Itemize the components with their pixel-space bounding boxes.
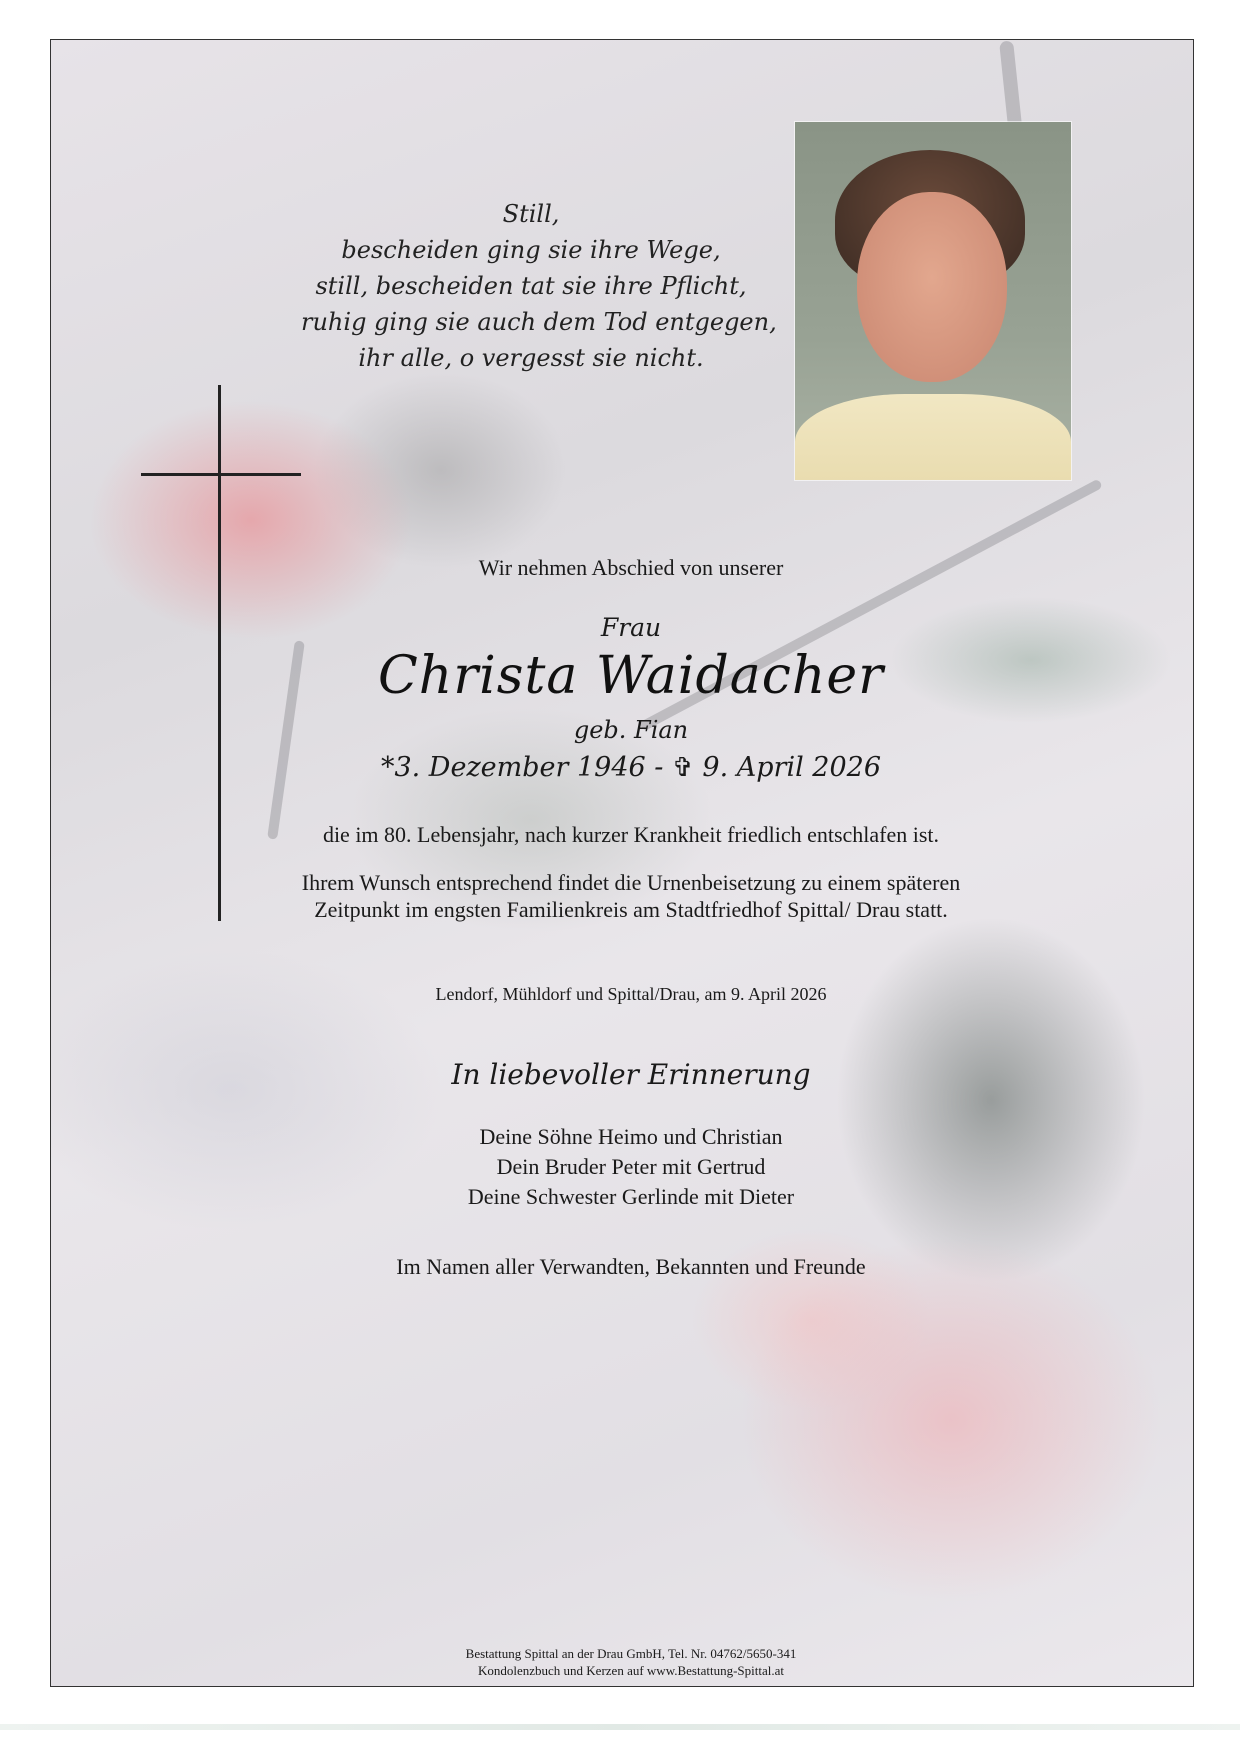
intro-text: Wir nehmen Abschied von unserer	[478, 555, 784, 580]
death-cross-icon: ✞	[672, 753, 694, 783]
ceremony-line: Zeitpunkt im engsten Familienkreis am Stadtfriedhof Spittal/ Drau statt.	[314, 897, 948, 922]
salutation: Frau	[600, 613, 662, 642]
closing-text: Im Namen aller Verwandten, Bekannten und Freunde	[396, 1254, 866, 1279]
poem	[301, 196, 777, 376]
mourner-line: Deine Schwester Gerlinde mit Dieter	[467, 1184, 795, 1209]
ceremony-line: Ihrem Wunsch entsprechend findet die Urnenbeisetzung zu einem späteren	[301, 870, 961, 895]
birth-date: *3. Dezember 1946 -	[380, 752, 664, 783]
death-date: 9. April 2026	[702, 752, 882, 783]
portrait-photo	[795, 122, 1071, 480]
photo-face	[857, 192, 1007, 382]
deceased-name: Christa Waidacher	[378, 646, 884, 706]
bottom-edge-strip	[0, 1724, 1240, 1730]
memory-heading: In liebevoller Erinnerung	[451, 1058, 811, 1091]
mourner-line: Dein Bruder Peter mit Gertrud	[496, 1154, 766, 1179]
passing-text: die im 80. Lebensjahr, nach kurzer Krankheit friedlich entschlafen ist.	[322, 822, 940, 847]
photo-blouse	[795, 394, 1071, 480]
place-and-date: Lendorf, Mühldorf und Spittal/Drau, am 9. April 2026	[435, 984, 827, 1004]
mourners-list	[131, 1122, 1131, 1212]
poem-line: ruhig ging sie auch dem Tod entgegen,	[301, 308, 777, 336]
poem-line: bescheiden ging sie ihre Wege,	[341, 236, 721, 264]
ceremony-text	[131, 869, 1131, 923]
birth-name: geb. Fian	[573, 716, 689, 744]
obituary-card	[50, 39, 1194, 1687]
cross-symbol-horizontal	[141, 473, 301, 476]
footer-company: Bestattung Spittal an der Drau GmbH, Tel. Nr. 04762/5650-341	[465, 1646, 797, 1661]
footer	[131, 1645, 1131, 1679]
footer-website: Kondolenzbuch und Kerzen auf www.Bestattung-Spittal.at	[477, 1663, 785, 1678]
poem-line: ihr alle, o vergesst sie nicht.	[358, 344, 704, 372]
life-dates	[131, 752, 1131, 783]
poem-line: Still,	[502, 200, 560, 228]
mourner-line: Deine Söhne Heimo und Christian	[479, 1124, 783, 1149]
poem-line: still, bescheiden tat sie ihre Pflicht,	[315, 272, 747, 300]
